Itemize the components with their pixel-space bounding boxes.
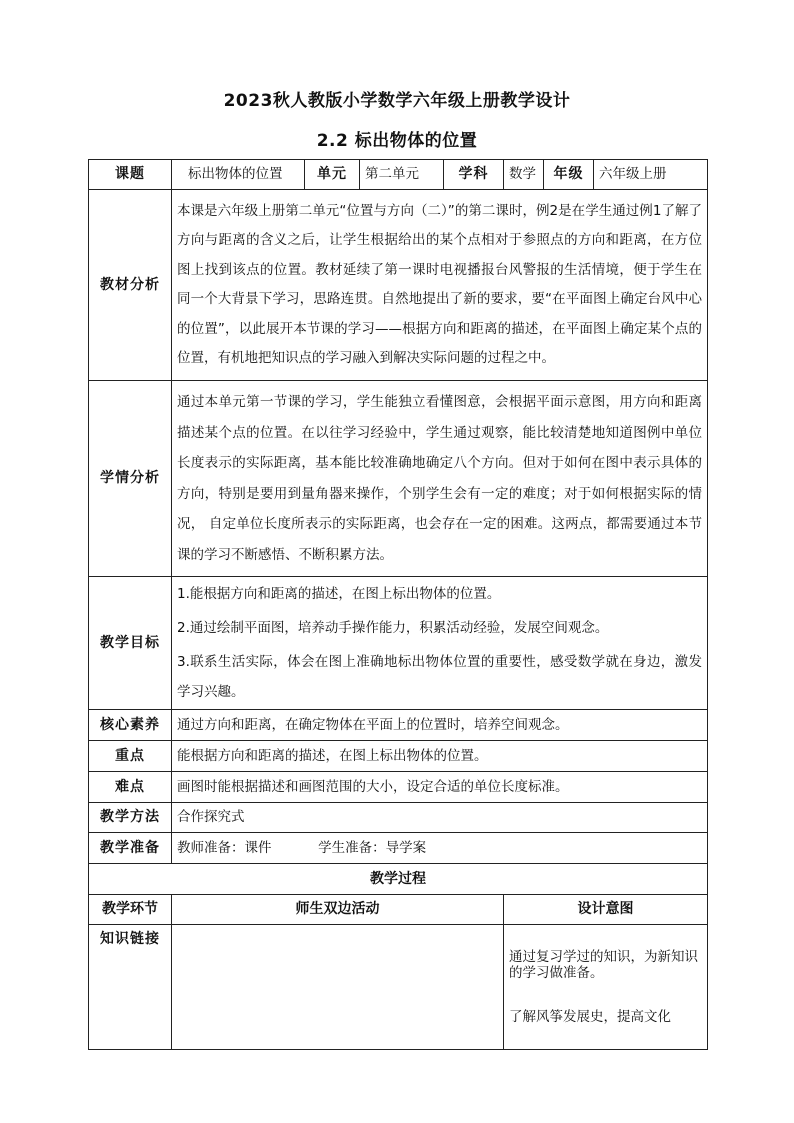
process-title-row [89,864,708,895]
goal-item-2: 2.通过绘制平面图，培养动手操作能力，积累活动经验，发展空间观念。 [177,620,609,636]
preparation-row [89,833,708,864]
topic-value: 标出物体的位置 [172,160,305,190]
material-analysis-label: 教材分析 [89,190,172,381]
teaching-goals-label: 教学目标 [89,577,172,710]
student-analysis-row [89,381,708,577]
method-text: 合作探究式 [172,803,708,833]
student-analysis-label: 学情分析 [89,381,172,577]
goal-item-1: 1.能根据方向和距离的描述，在图上标出物体的位置。 [177,586,501,602]
teacher-preparation: 教师准备：课件 [177,839,272,856]
goal-item-3: 3.联系生活实际，体会在图上准确地标出物体位置的重要性，感受数学就在身边，激发学习兴趣。 [177,654,702,700]
student-analysis-cell [172,381,708,577]
key-point-row [89,741,708,772]
material-analysis-text: 本课是六年级上册第二单元“位置与方向（二）”的第二课时，例2是在学生通过例1了解了方向与距离的含义之后，让学生根据给出的某个点相对于参照点的方向和距离，在方位图上找到该点的位置。教材延续了第一课时电视播报台风警报的生活情境，便于学生在同一个大背景下学习，思路连贯。自然地提出了新的要求，要“在平面图上确定台风中心的位置”，以此展开本节课的学习——根据方向和距离的描述，在平面图上确定某个点的位置，有机地把知识点的学习融入到解决实际问题的过程之中。 [177,202,702,366]
key-point-label: 重点 [89,741,172,772]
student-preparation: 学生准备：导学案 [318,839,427,856]
knowledge-link-intent-text-b: 了解风筝发展史，提高文化 [509,1009,671,1026]
intent-column-header: 设计意图 [504,895,708,925]
teaching-goals-cell [172,577,708,710]
activity-column-header: 师生双边活动 [172,895,504,925]
teaching-goals-row [89,577,708,710]
material-analysis-cell [172,190,708,381]
student-analysis-text: 通过本单元第一节课的学习，学生能独立看懂图意，会根据平面示意图，用方向和距离 描述某个点的位置。在以往学习经验中，学生通过观察，能比较清楚地知道图例中单位长度表示的实际距离，基本能比较准确地确定八个方向。但对于如何在图中表示具体的方向，特别是要用到量角器来操作，个别学生会有一定的难度；对于如何根据实际的情况， 自定单位长度所表示的实际距离，也会存在一定的困难。这两点，都需要通过本节课的学习不断感悟、不断积累方法。 [177,394,702,563]
difficulty-text: 画图时能根据描述和画图范围的大小，设定合适的单位长度标准。 [172,772,708,803]
method-row [89,803,708,833]
info-row [89,160,708,190]
core-literacy-text: 通过方向和距离，在确定物体在平面上的位置时，培养空间观念。 [172,710,708,741]
process-title: 教学过程 [89,864,708,895]
grade-label: 年级 [544,160,594,190]
stage-column-header: 教学环节 [89,895,172,925]
core-literacy-label: 核心素养 [89,710,172,741]
document-title: 2023秋人教版小学数学六年级上册教学设计 [223,91,571,111]
preparation-cell [172,833,708,864]
lesson-title: 2.2 标出物体的位置 [316,131,478,151]
key-point-text: 能根据方向和距离的描述，在图上标出物体的位置。 [172,741,708,772]
method-label: 教学方法 [89,803,172,833]
unit-value: 第二单元 [360,160,444,190]
process-header-row [89,895,708,925]
material-analysis-row [89,190,708,381]
knowledge-link-activity [172,925,504,1050]
subject-label: 学科 [444,160,504,190]
preparation-label: 教学准备 [89,833,172,864]
knowledge-link-label: 知识链接 [89,925,172,1050]
knowledge-link-intent [504,925,708,1050]
lesson-plan-table [88,159,708,1050]
core-literacy-row [89,710,708,741]
difficulty-row [89,772,708,803]
subject-value: 数学 [504,160,544,190]
knowledge-link-intent-text-a: 通过复习学过的知识，为新知识的学习做准备。 [509,948,698,981]
topic-label: 课题 [89,160,172,190]
process-row-knowledge-link [89,925,708,1050]
difficulty-label: 难点 [89,772,172,803]
grade-value: 六年级上册 [594,160,708,190]
unit-label: 单元 [305,160,360,190]
